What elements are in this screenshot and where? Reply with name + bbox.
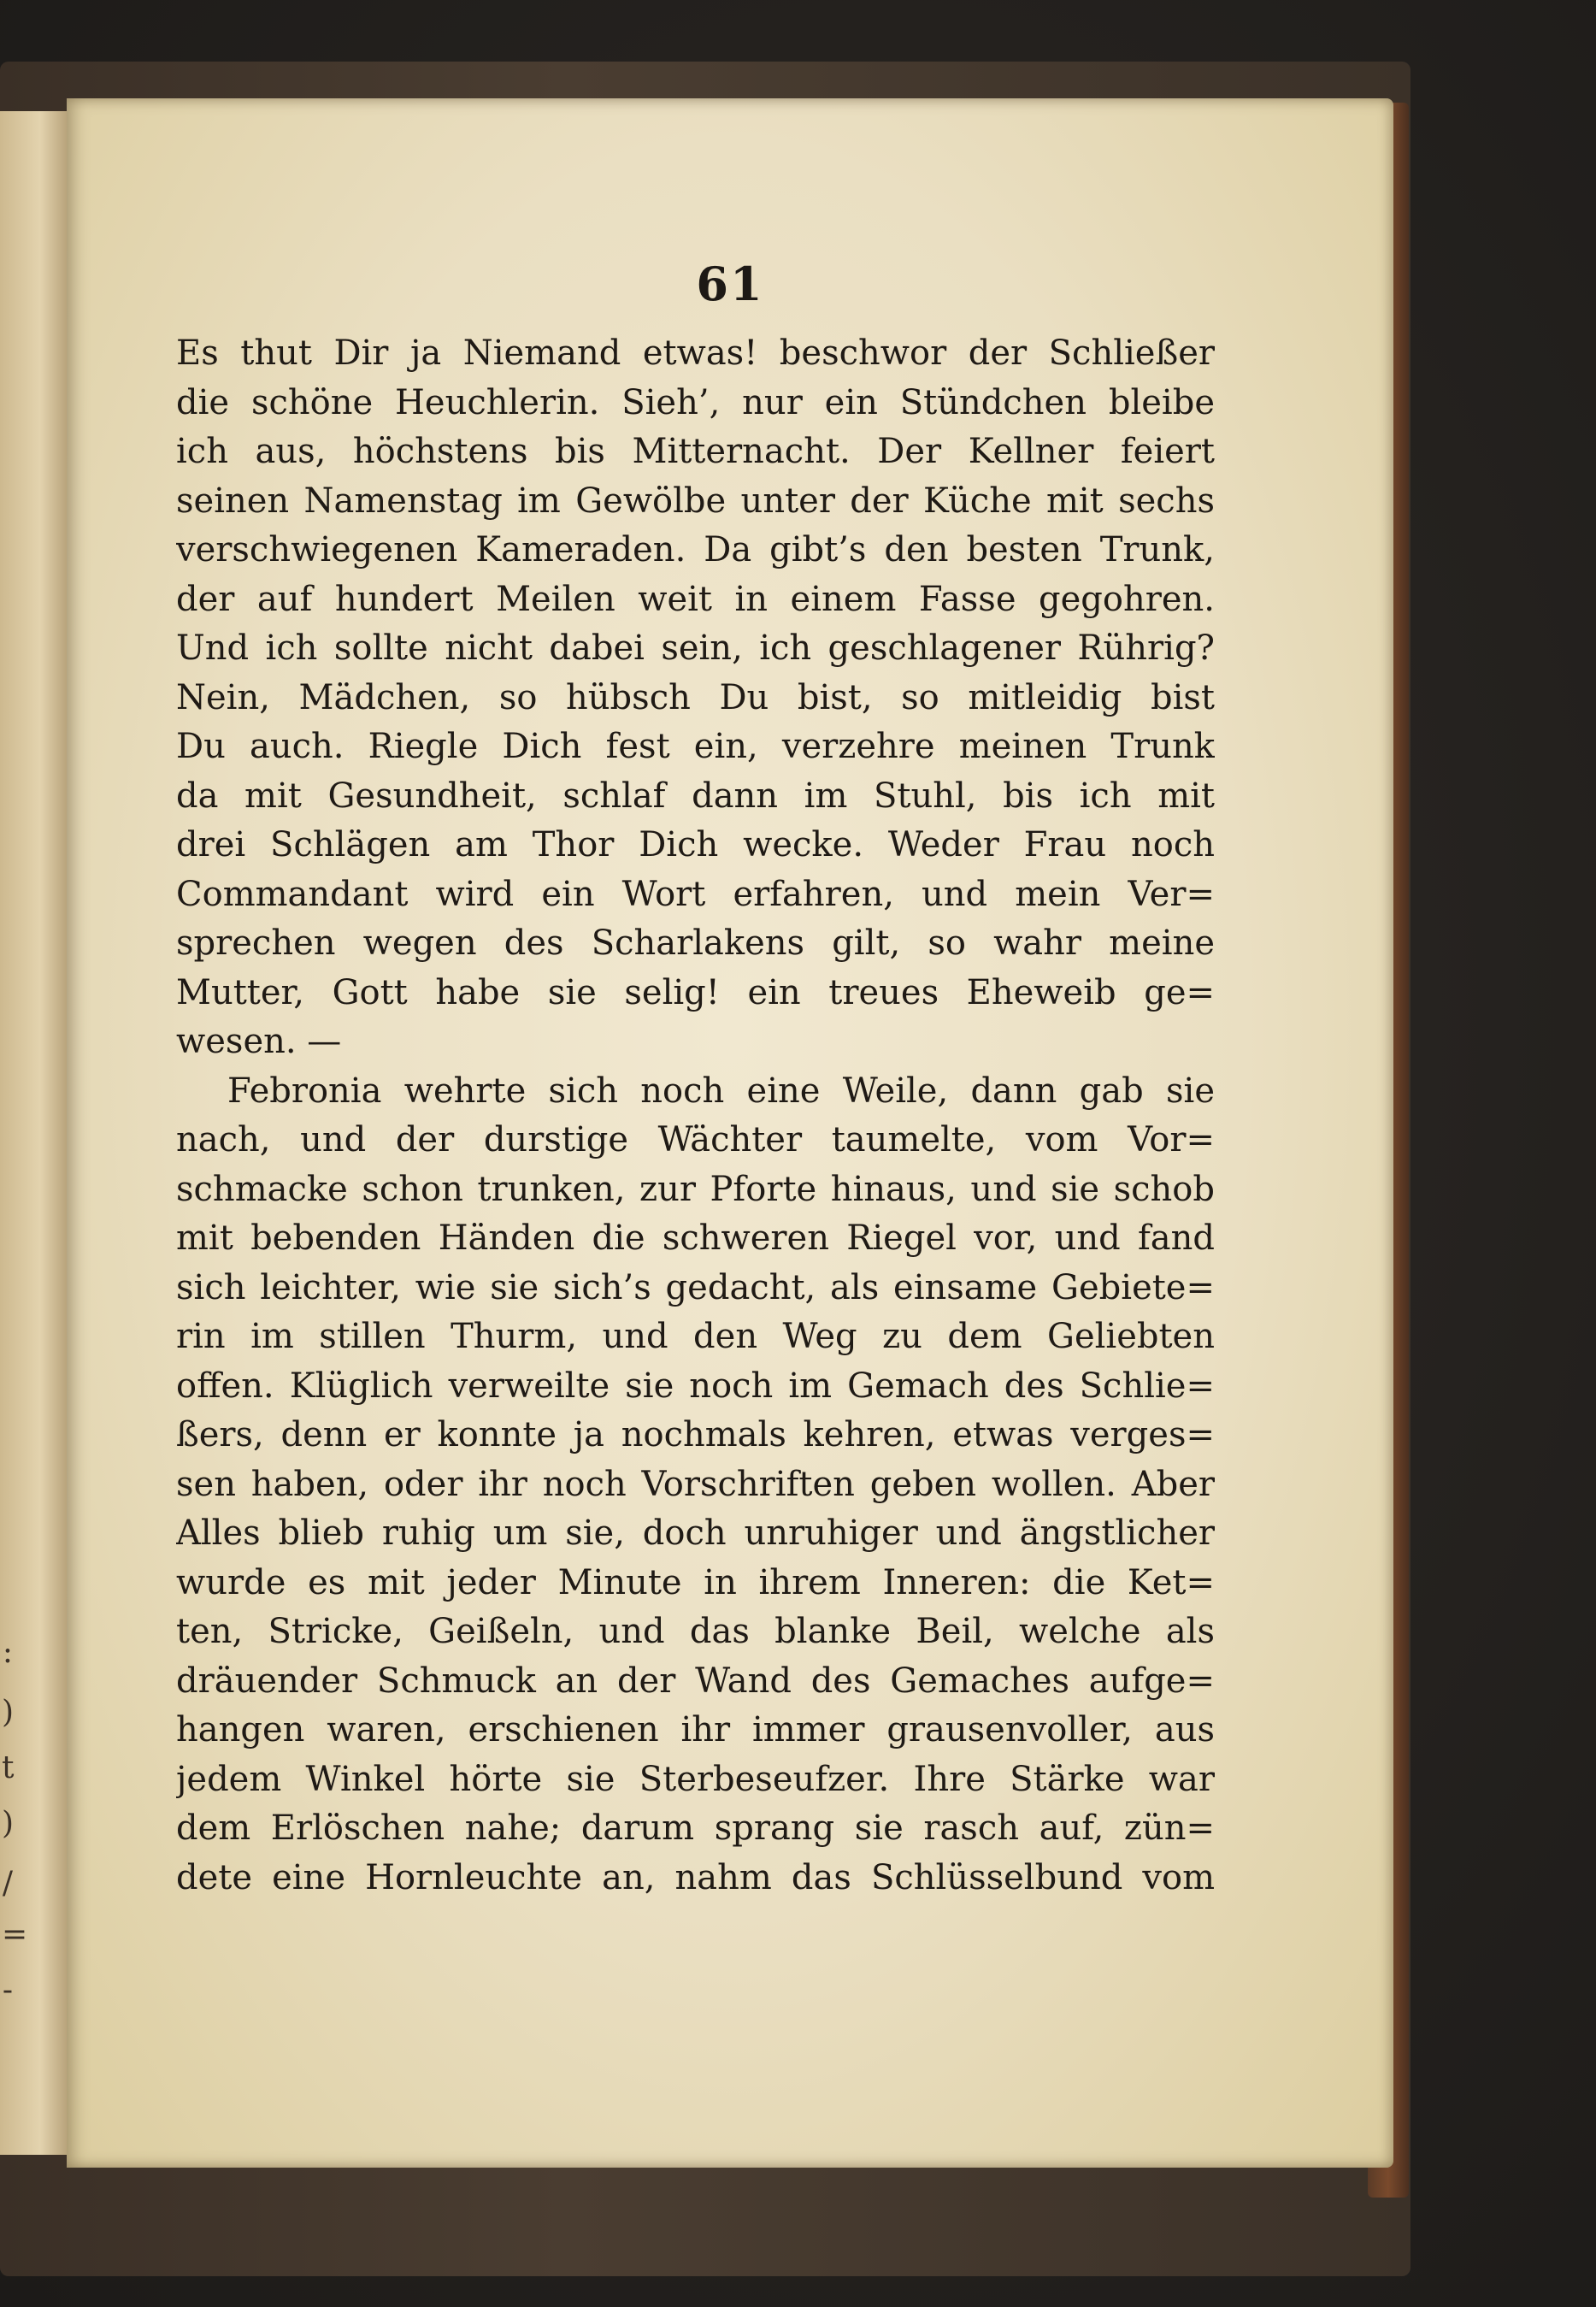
- text-line: dete eine Hornleuchte an, nahm das Schlüsselbund vom: [176, 1857, 1215, 1897]
- text-line: sen haben, oder ihr noch Vorschriften geben wollen. Aber: [176, 1464, 1215, 1504]
- text-line: schmacke schon trunken, zur Pforte hinaus, und sie schob: [176, 1169, 1215, 1209]
- text-line: Nein, Mädchen, so hübsch Du bist, so mitleidig bist: [176, 677, 1215, 717]
- text-line: Alles blieb ruhig um sie, doch unruhiger und ängstlicher: [176, 1513, 1215, 1553]
- page-number: 61: [696, 257, 764, 311]
- text-line: der auf hundert Meilen weit in einem Fasse gegohren.: [176, 579, 1215, 619]
- text-line: rin im stillen Thurm, und den Weg zu dem Geliebten: [176, 1317, 1215, 1356]
- text-line: sich leichter, wie sie sich’s gedacht, als einsame Gebiete=: [176, 1267, 1215, 1307]
- text-line: dem Erlöschen nahe; darum sprang sie rasch auf, zün=: [176, 1808, 1215, 1848]
- text-line: wurde es mit jeder Minute in ihrem Inneren: die Ket=: [176, 1562, 1215, 1602]
- book-page: [67, 98, 1393, 2168]
- margin-mark: :: [2, 1635, 14, 1670]
- left-page-margin-marks: [0, 111, 67, 2155]
- margin-mark: -: [2, 1973, 14, 2008]
- text-line: wesen. —: [176, 1022, 342, 1061]
- text-line: die schöne Heuchlerin. Sieh’, nur ein Stündchen bleibe: [176, 382, 1215, 422]
- text-line: Du auch. Riegle Dich fest ein, verzehre meinen Trunk: [176, 727, 1215, 766]
- margin-mark: t: [2, 1750, 15, 1785]
- margin-mark: ): [2, 1806, 15, 1841]
- text-line: ßers, denn er konnte ja nochmals kehren, etwas verges=: [176, 1415, 1215, 1454]
- text-line: seinen Namenstag im Gewölbe unter der Küche mit sechs: [176, 481, 1215, 521]
- text-line: ten, Stricke, Geißeln, und das blanke Beil, welche als: [176, 1612, 1215, 1651]
- margin-mark: =: [2, 1917, 28, 1952]
- text-line: Es thut Dir ja Niemand etwas! beschwor der Schließer: [176, 333, 1215, 373]
- text-line: Commandant wird ein Wort erfahren, und mein Ver=: [176, 874, 1215, 914]
- text-line: Mutter, Gott habe sie selig! ein treues Eheweib ge=: [176, 972, 1215, 1012]
- text-line: jedem Winkel hörte sie Sterbeseufzer. Ihre Stärke war: [176, 1759, 1215, 1799]
- text-line: sprechen wegen des Scharlakens gilt, so wahr meine: [176, 923, 1215, 963]
- text-line: verschwiegenen Kameraden. Da gibt’s den besten Trunk,: [176, 530, 1215, 569]
- paragraph-first-line: Febronia wehrte sich noch eine Weile, dann gab sie: [227, 1071, 1215, 1111]
- left-page-edge: [0, 111, 68, 2155]
- margin-mark: ): [2, 1695, 15, 1730]
- page-text: [176, 329, 1215, 1903]
- text-line: da mit Gesundheit, schlaf dann im Stuhl, bis ich mit: [176, 776, 1215, 816]
- text-line: offen. Klüglich verweilte sie noch im Gemach des Schlie=: [176, 1366, 1215, 1406]
- text-line: drei Schlägen am Thor Dich wecke. Weder Frau noch: [176, 825, 1215, 864]
- text-line: ich aus, höchstens bis Mitternacht. Der Kellner feiert: [176, 432, 1215, 471]
- margin-mark: /: [2, 1866, 14, 1901]
- text-line: mit bebenden Händen die schweren Riegel vor, und fand: [176, 1218, 1215, 1258]
- text-line: nach, und der durstige Wächter taumelte, vom Vor=: [176, 1120, 1215, 1159]
- text-line: dräuender Schmuck an der Wand des Gemaches aufge=: [176, 1661, 1215, 1701]
- text-line: Und ich sollte nicht dabei sein, ich geschlagener Rührig?: [176, 628, 1215, 668]
- text-line: hangen waren, erschienen ihr immer grausenvoller, aus: [176, 1710, 1215, 1749]
